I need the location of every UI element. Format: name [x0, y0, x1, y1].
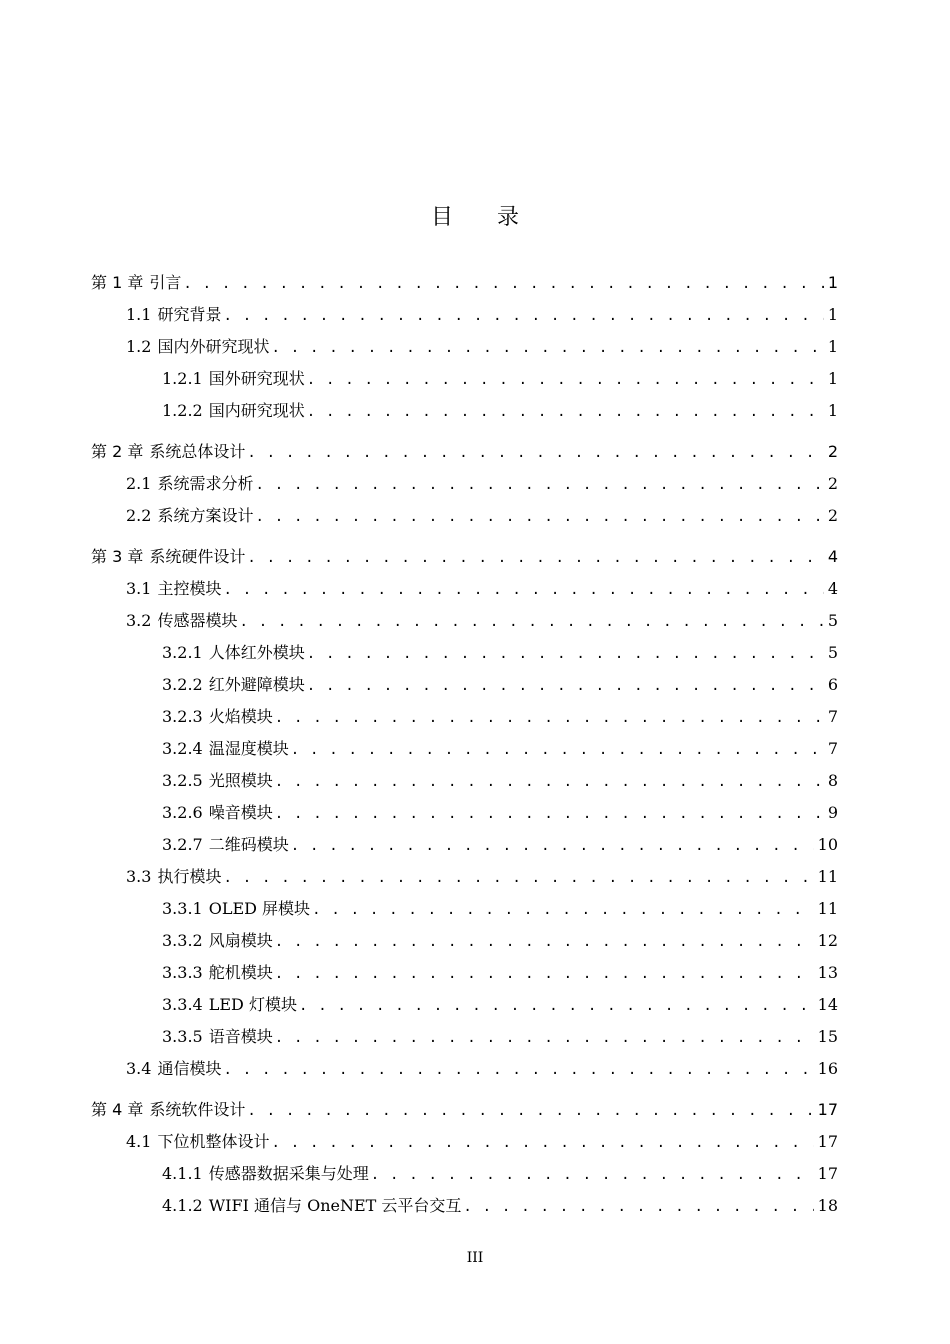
entry-number: 3.3: [126, 867, 152, 886]
entry-page: 1: [827, 401, 838, 420]
dot-leader: [223, 866, 813, 889]
dot-leader: [275, 802, 824, 825]
toc-entry[interactable]: [162, 1162, 838, 1186]
entry-label: 语音模块: [208, 1027, 273, 1046]
toc-entry[interactable]: [162, 705, 838, 729]
toc-entry[interactable]: [162, 737, 838, 761]
entry-page: 11: [817, 867, 838, 886]
toc-entry[interactable]: [126, 609, 838, 633]
entry-number: 第 4 章: [91, 1100, 144, 1119]
dot-leader: [275, 706, 824, 729]
entry-number: 3.2.2: [162, 675, 203, 694]
entry-page: 7: [827, 707, 838, 726]
entry-label: 系统方案设计: [157, 506, 254, 525]
dot-leader: [307, 368, 824, 391]
entry-page: 8: [827, 771, 838, 790]
dot-leader: [307, 642, 824, 665]
entry-page: 1: [827, 273, 838, 292]
entry-number: 4.1: [126, 1132, 152, 1151]
toc-entry[interactable]: [162, 1194, 838, 1218]
entry-number: 3.3.4: [162, 995, 203, 1014]
toc-entry[interactable]: [162, 961, 838, 985]
entry-label: 传感器数据采集与处理: [208, 1164, 369, 1183]
entry-label: 系统硬件设计: [149, 547, 246, 566]
toc-entry[interactable]: [162, 801, 838, 825]
entry-label: 红外避障模块: [208, 675, 305, 694]
entry-number: 2.2: [126, 506, 152, 525]
entry-number: 3.3.1: [162, 899, 203, 918]
entry-label: 风扇模块: [208, 931, 273, 950]
entry-number: 第 3 章: [91, 547, 144, 566]
entry-number: 第 1 章: [91, 273, 144, 292]
dot-leader: [299, 994, 814, 1017]
entry-number: 1.2.1: [162, 369, 203, 388]
dot-leader: [307, 674, 824, 697]
dot-leader: [223, 1058, 813, 1081]
dot-leader: [255, 505, 823, 528]
entry-label: 引言: [149, 273, 182, 292]
dot-leader: [247, 546, 823, 569]
entry-page: 11: [817, 899, 838, 918]
toc-entry[interactable]: [126, 504, 838, 528]
entry-label: 人体红外模块: [208, 643, 305, 662]
entry-label: 噪音模块: [208, 803, 273, 822]
toc-entry[interactable]: [126, 1130, 838, 1154]
toc-entry[interactable]: [126, 577, 838, 601]
toc-entry[interactable]: [162, 641, 838, 665]
toc-entry[interactable]: [162, 897, 838, 921]
dot-leader: [371, 1163, 814, 1186]
entry-page: 18: [817, 1196, 838, 1215]
page-number: III: [466, 1250, 484, 1266]
entry-label: 火焰模块: [208, 707, 273, 726]
entry-label: 国内研究现状: [208, 401, 305, 420]
page-title: [0, 200, 950, 231]
toc-entry[interactable]: [91, 271, 838, 295]
dot-leader: [223, 304, 823, 327]
entry-label: 国内外研究现状: [157, 337, 270, 356]
entry-label: 研究背景: [157, 305, 222, 324]
toc-entry[interactable]: [162, 367, 838, 391]
entry-number: 3.2.6: [162, 803, 203, 822]
entry-label: 系统总体设计: [149, 442, 246, 461]
entry-page: 13: [817, 963, 838, 982]
entry-page: 17: [817, 1164, 838, 1183]
dot-leader: [275, 770, 824, 793]
dot-leader: [247, 441, 823, 464]
entry-page: 6: [827, 675, 838, 694]
entry-page: 16: [817, 1059, 838, 1078]
entry-label: 温湿度模块: [208, 739, 289, 758]
entry-page: 10: [817, 835, 838, 854]
dot-leader: [291, 738, 824, 761]
entry-number: 3.2.3: [162, 707, 203, 726]
entry-label: WIFI 通信与 OneNET 云平台交互: [208, 1196, 462, 1215]
entry-page: 2: [827, 474, 838, 493]
dot-leader: [255, 473, 823, 496]
toc-entry[interactable]: [126, 865, 838, 889]
dot-leader: [307, 400, 824, 423]
entry-number: 1.1: [126, 305, 152, 324]
toc-entry[interactable]: [126, 303, 838, 327]
toc-entry[interactable]: [162, 1025, 838, 1049]
entry-page: 2: [827, 506, 838, 525]
entry-page: 5: [827, 611, 838, 630]
toc-entry[interactable]: [162, 673, 838, 697]
entry-page: 2: [827, 442, 838, 461]
title-char-2: 录: [497, 205, 520, 230]
entry-page: 4: [827, 579, 838, 598]
dot-leader: [275, 962, 814, 985]
entry-page: 17: [817, 1100, 838, 1119]
toc-entry[interactable]: [91, 1098, 838, 1122]
entry-label: 系统软件设计: [149, 1100, 246, 1119]
entry-page: 7: [827, 739, 838, 758]
toc-entry[interactable]: [126, 472, 838, 496]
entry-label: 系统需求分析: [157, 474, 254, 493]
entry-page: 14: [817, 995, 838, 1014]
entry-page: 17: [817, 1132, 838, 1151]
dot-leader: [247, 1099, 813, 1122]
dot-leader: [463, 1195, 813, 1218]
entry-number: 3.2.4: [162, 739, 203, 758]
dot-leader: [291, 834, 814, 857]
entry-number: 4.1.1: [162, 1164, 203, 1183]
entry-label: 国外研究现状: [208, 369, 305, 388]
dot-leader: [275, 1026, 814, 1049]
entry-number: 3.2.1: [162, 643, 203, 662]
entry-number: 3.4: [126, 1059, 152, 1078]
entry-number: 3.1: [126, 579, 152, 598]
toc-entry[interactable]: [162, 993, 838, 1017]
entry-page: 1: [827, 369, 838, 388]
dot-leader: [223, 578, 823, 601]
dot-leader: [312, 898, 814, 921]
entry-number: 4.1.2: [162, 1196, 203, 1215]
entry-label: 光照模块: [208, 771, 273, 790]
entry-number: 1.2: [126, 337, 152, 356]
entry-page: 9: [827, 803, 838, 822]
entry-label: 通信模块: [157, 1059, 222, 1078]
toc-entry[interactable]: [126, 1057, 838, 1081]
entry-label: 主控模块: [157, 579, 222, 598]
entry-label: OLED 屏模块: [208, 899, 311, 918]
entry-label: 舵机模块: [208, 963, 273, 982]
toc-entry[interactable]: [91, 440, 838, 464]
toc-entry[interactable]: [162, 399, 838, 423]
dot-leader: [271, 336, 823, 359]
entry-number: 3.3.5: [162, 1027, 203, 1046]
dot-leader: [271, 1131, 813, 1154]
dot-leader: [183, 272, 823, 295]
toc-entry[interactable]: [162, 769, 838, 793]
toc-entry[interactable]: [162, 833, 838, 857]
toc-entry[interactable]: [162, 929, 838, 953]
entry-number: 3.2: [126, 611, 152, 630]
entry-number: 3.3.3: [162, 963, 203, 982]
entry-label: 下位机整体设计: [157, 1132, 270, 1151]
entry-page: 1: [827, 337, 838, 356]
entry-page: 12: [817, 931, 838, 950]
dot-leader: [239, 610, 823, 633]
entry-page: 1: [827, 305, 838, 324]
entry-page: 15: [817, 1027, 838, 1046]
entry-number: 第 2 章: [91, 442, 144, 461]
entry-number: 2.1: [126, 474, 152, 493]
entry-label: 传感器模块: [157, 611, 238, 630]
entry-number: 3.2.5: [162, 771, 203, 790]
toc-entry[interactable]: [126, 335, 838, 359]
entry-number: 1.2.2: [162, 401, 203, 420]
entry-page: 4: [827, 547, 838, 566]
entry-label: 二维码模块: [208, 835, 289, 854]
title-char-1: 目: [430, 205, 453, 230]
entry-number: 3.2.7: [162, 835, 203, 854]
entry-label: LED 灯模块: [208, 995, 297, 1014]
dot-leader: [275, 930, 814, 953]
entry-number: 3.3.2: [162, 931, 203, 950]
entry-page: 5: [827, 643, 838, 662]
toc-entry[interactable]: [91, 545, 838, 569]
entry-label: 执行模块: [157, 867, 222, 886]
